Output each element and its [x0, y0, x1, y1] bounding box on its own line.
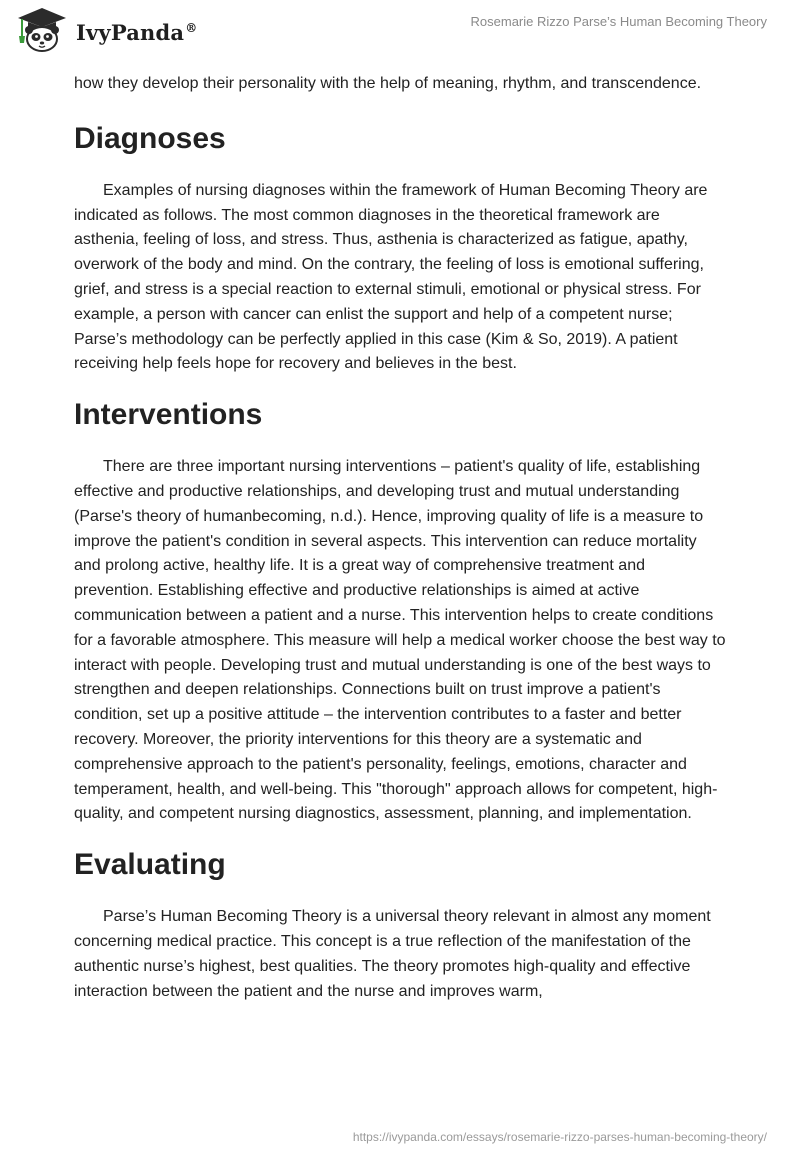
section-heading-evaluating: Evaluating [74, 848, 226, 882]
source-url-link[interactable]: https://ivypanda.com/essays/rosemarie-rizzo-parses-human-becoming-theory/ [352, 1130, 767, 1144]
ivypanda-logo[interactable] [14, 6, 197, 54]
section-heading-diagnoses: Diagnoses [74, 121, 226, 155]
paragraph-evaluating: Parse’s Human Becoming Theory is a universal theory relevant in almost any moment concerning medical practice. This concept is a true reflection of the manifestation of the authentic nurse’s highest, best qualities. The theory promotes high-quality and effective interaction between the patient and the nurse and improves warm, [74, 908, 711, 1000]
section-heading-interventions: Interventions [74, 398, 263, 432]
paragraph-interventions: There are three important nursing interventions – patient's quality of life, establishing effective and productive relationships, and developing trust and mutual understanding (Parse's theory of humanbecoming, n.d.). Hence, improving quality of life is a measure to improve the patient's condition in several aspects. This intervention can reduce mortality and prolong active, healthy life. It is a great way of comprehensive treatment and prevention. Establishing effective and productive relationships is aimed at active communication between a patient and a nurse. This intervention helps to create conditions for a favorable atmosphere. This measure will help a medical worker choose the best way to interact with people. Developing trust and mutual understanding is one of the best ways to strengthen and deepen relationships. Connections built on trust improve a patient's condition, set up a positive attitude – the intervention contributes to a faster and better recovery. Moreover, the priority interventions for this theory are a systematic and comprehensive approach to the patient's personality, feelings, emotions, character and temperament, health, and well-being. This "thorough" approach allows for competent, high-quality, and competent nursing diagnostics, assessment, planning, and implementation. [74, 458, 726, 823]
document-title: Rosemarie Rizzo Parse’s Human Becoming Theory [470, 14, 767, 29]
essay-body [74, 72, 726, 1004]
paragraph-diagnoses: Examples of nursing diagnoses within the framework of Human Becoming Theory are indicated as follows. The most common diagnoses in the theoretical framework are asthenia, feeling of loss, and stress. Thus, asthenia is characterized as fatigue, apathy, overwork of the body and mind. On the contrary, the feeling of loss is emotional suffering, grief, and stress is a special reaction to external stimuli, emotional or physical stress. For example, a person with cancer can enlist the support and help of a competent nurse; Parse’s methodology can be perfectly applied in this case (Kim & So, 2019). A patient receiving help feels hope for recovery and believes in the best. [74, 181, 708, 373]
continued-paragraph: how they develop their personality with the help of meaning, rhythm, and transcendence. [74, 75, 702, 92]
panda-graduate-icon [14, 6, 70, 54]
page-header [0, 0, 800, 60]
logo-text: IvyPanda® [76, 19, 198, 45]
